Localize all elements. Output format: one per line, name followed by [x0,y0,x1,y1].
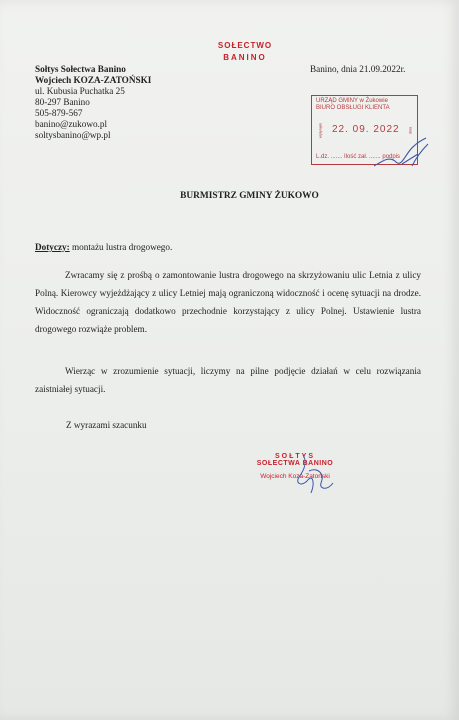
stamp-left-label: wpłynęło [317,122,323,139]
subject-text: montażu lustra drogowego. [69,242,173,252]
solectwo-logo [215,40,275,64]
stamp-bottom-line: L.dz. ....... Ilość zał. ....... podpis [316,154,401,160]
sender-street: ul. Kubusia Puchatka 25 [35,86,125,96]
body-paragraph-2: Wierząc w zrozumienie sytuacji, liczymy na pilne podjęcie działań w celu rozwiązania zaistniałej sytuacji. [35,366,421,394]
signature-stamp [245,453,345,480]
subject-label: Dotyczy: [35,242,70,252]
handwritten-signature [285,453,345,503]
sender-phone: 505-879-567 [35,108,83,118]
receipt-stamp [311,95,418,165]
letter-date: Banino, dnia 21.09.2022r. [310,64,406,74]
signature-line-2: SOŁECTWA BANINO [256,460,334,467]
stamp-date: 22. 09. 2022 [332,124,400,135]
signature-line-3: Wojciech Koza-Zatoński [260,473,330,480]
sender-title: Sołtys Sołectwa Banino [35,64,126,74]
sender-postal: 80-297 Banino [35,97,90,107]
sender-name: Wojciech KOZA-ZATOŃSKI [35,75,152,85]
stamp-right-label: dnia [407,126,413,135]
stamp-signature-scribble [372,136,432,171]
closing-phrase: Z wyrazami szacunku [66,420,147,430]
addressee: BURMISTRZ GMINY ŻUKOWO [180,191,319,201]
stamp-line-1: URZĄD GMINY w Żukowie [316,98,388,104]
signature-line-1: SOŁTYS [274,453,315,460]
sender-email-2: soltysbanino@wp.pl [35,130,111,140]
sender-email-1: banino@zukowo.pl [35,119,107,129]
subject-line [35,242,172,252]
logo-line-2: BANINO [223,53,267,62]
logo-line-1: SOŁECTWO [217,41,273,50]
stamp-line-2: BIURO OBSŁUGI KLIENTA [316,105,390,111]
sender-block [35,64,151,141]
body-paragraph-1: Zwracamy się z prośbą o zamontowanie lustra drogowego na skrzyżowaniu ulic Letnia z ulicy Polną. Kierowcy wyjeżdżający z ulicy Letniej mają ograniczoną widoczność i ocenę sytuacji na drodze. Widoczność ograniczają dodatkowo przechodnie korzystający z ulicy Polnej. Ustawienie lustra drogowego rozwiąże problem. [35,270,421,334]
